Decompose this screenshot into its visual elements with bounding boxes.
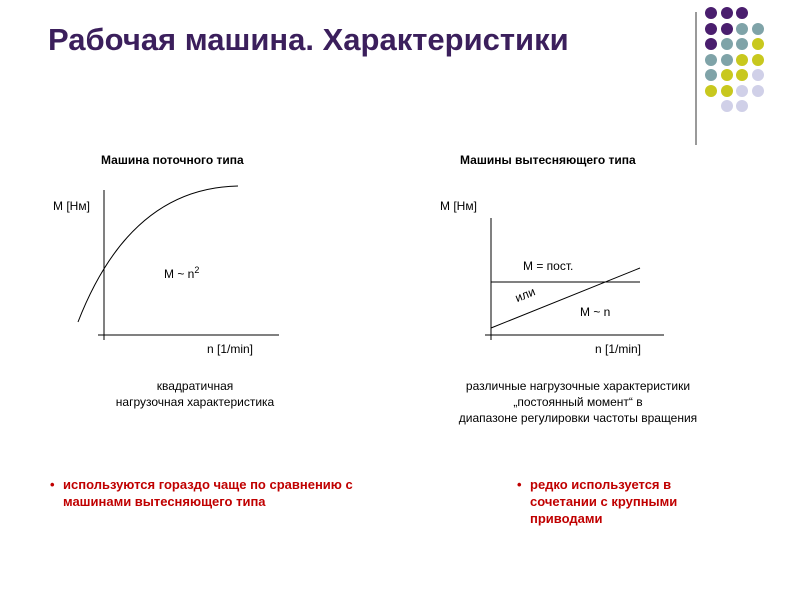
- right-bullet: [517, 476, 732, 527]
- right-caption-line-3: диапазоне регулировки частоты вращения: [458, 411, 698, 425]
- left-heading: Машина поточного типа: [101, 153, 244, 167]
- left-formula-exponent: 2: [194, 265, 200, 275]
- right-caption: [418, 378, 738, 426]
- right-constant-label: M = пост.: [523, 259, 574, 273]
- right-linear-line: [491, 268, 640, 328]
- right-bullet-mark: •: [517, 477, 522, 492]
- left-caption: [80, 378, 310, 410]
- left-bullet-mark: •: [50, 477, 55, 492]
- right-linear-label: M ~ n: [580, 305, 611, 319]
- right-x-axis-label: n [1/min]: [595, 342, 642, 356]
- left-bullet-text: используются гораздо чаще по сравнению с машинами вытесняющего типа: [63, 477, 353, 509]
- left-formula: [164, 265, 199, 281]
- right-caption-line-2: „постоянный момент“ в: [513, 395, 643, 409]
- left-x-axis-label: n [1/min]: [207, 342, 254, 356]
- left-caption-line-1: квадратичная: [156, 379, 234, 393]
- left-bullet: [50, 476, 410, 510]
- left-y-axis-label: M [Нм]: [53, 199, 90, 213]
- right-caption-line-1: различные нагрузочные характеристики: [465, 379, 691, 393]
- page-title: Рабочая машина. Характеристики: [48, 22, 569, 57]
- right-or-label: или: [513, 284, 538, 305]
- left-caption-line-2: нагрузочная характеристика: [115, 395, 275, 409]
- left-quadratic-curve: [78, 186, 238, 322]
- right-heading: Машины вытесняющего типа: [460, 153, 636, 167]
- right-bullet-text: редко используется в сочетании с крупными приводами: [530, 477, 678, 526]
- right-y-axis-label: M [Нм]: [440, 199, 477, 213]
- left-formula-base: M ~ n: [164, 267, 195, 281]
